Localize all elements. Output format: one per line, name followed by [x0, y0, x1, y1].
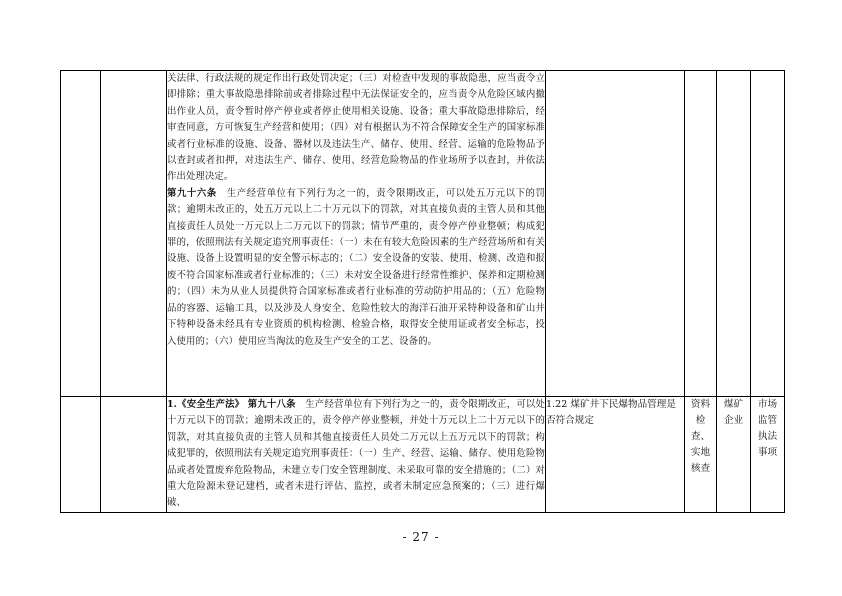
law-paragraph: 关法律、行政法规的规定作出行政处罚决定；（三）对检查中发现的事故隐患，应当责令立即排除；重大事故隐患排除前或者排除过程中无法保证安全的，应当责令从危险区域内撤出作业人员，责令暂时停产停业或者停止使用相关设施、设备；重大事故隐患排除后，经审查同意，方可恢复生产经营和使用；（四）对有根据认为不符合保障安全生产的国家标准或者行业标准的设施、设备、器材以及违法生产、储存、使用、经营、运输的危险物品予以查封或者扣押，对违法生产、储存、使用、经营危险物品的作业场所予以查封，并依法作出处理决定。 [167, 73, 545, 183]
table-row [61, 397, 785, 513]
index-cell [61, 71, 101, 397]
law-text-cell [167, 397, 546, 513]
matter-type-text: 市场监管执法事项 [757, 399, 778, 458]
index-cell [61, 397, 101, 513]
method-cell [685, 71, 717, 397]
subject-cell [717, 71, 751, 397]
law-paragraph [167, 397, 545, 512]
article-text: 生产经营单位有下列行为之一的，责令限期改正，可以处十万元以下的罚款；逾期未改正的，责令停产停业整顿，并处十万元以上二十万元以下的罚款，对其直接负责的主管人员和其他直接责任人员处二万元以上五万元以下的罚款；构成犯罪的，依照刑法有关规定追究刑事责任：（一）生产、经营、运输、储存、使用危险物品或者处置废弃危险物品，未建立专门安全管理制度、未采取可靠的安全措施的；（二）对重大危险源未登记建档，或者未进行评估、监控，或者未制定应急预案的；（三）进行爆破、 [167, 399, 545, 509]
check-method [685, 397, 717, 513]
item-cell [546, 71, 685, 397]
category-cell [101, 397, 167, 513]
check-subject [717, 397, 751, 513]
page-number: - 27 - [402, 530, 440, 544]
check-item: 1.22 煤矿井下民爆物品管理是否符合规定 [546, 397, 685, 513]
article-heading: 1.《安全生产法》 第九十八条 [167, 399, 296, 410]
type-cell [751, 71, 785, 397]
table-row [61, 71, 785, 397]
check-subject-text: 煤矿企业 [723, 399, 744, 426]
check-method-text: 资料检查、实地核查 [690, 399, 711, 474]
article-text: 生产经营单位有下列行为之一的，责令限期改正，可以处五万元以下的罚款；逾期未改正的，处五万元以上二十万元以下的罚款，对其直接负责的主管人员和其他直接责任人员处一万元以上二万元以下的罚款；情节严重的，责令停产停业整顿；构成犯罪的，依照刑法有关规定追究刑事责任：（一）未在有较大危险因素的生产经营场所和有关设施、设备上设置明显的安全警示标志的；（二）安全设备的安装、使用、检测、改造和报废不符合国家标准或者行业标准的；（三）未对安全设备进行经常性维护、保养和定期检测的；（四）未为从业人员提供符合国家标准或者行业标准的劳动防护用品的；（五）危险物品的容器、运输工具，以及涉及人身安全、危险性较大的海洋石油开采特种设备和矿山井下特种设备未经具有专业资质的机构检测、检验合格，取得安全使用证或者安全标志，投入使用的；（六）使用应当淘汰的危及生产安全的工艺、设备的。 [167, 187, 545, 347]
matter-type [751, 397, 785, 513]
law-paragraph [167, 186, 545, 350]
category-cell [101, 71, 167, 397]
article-heading: 第九十六条 [167, 187, 217, 199]
inspection-table [60, 70, 785, 513]
law-text-cell [167, 71, 546, 397]
